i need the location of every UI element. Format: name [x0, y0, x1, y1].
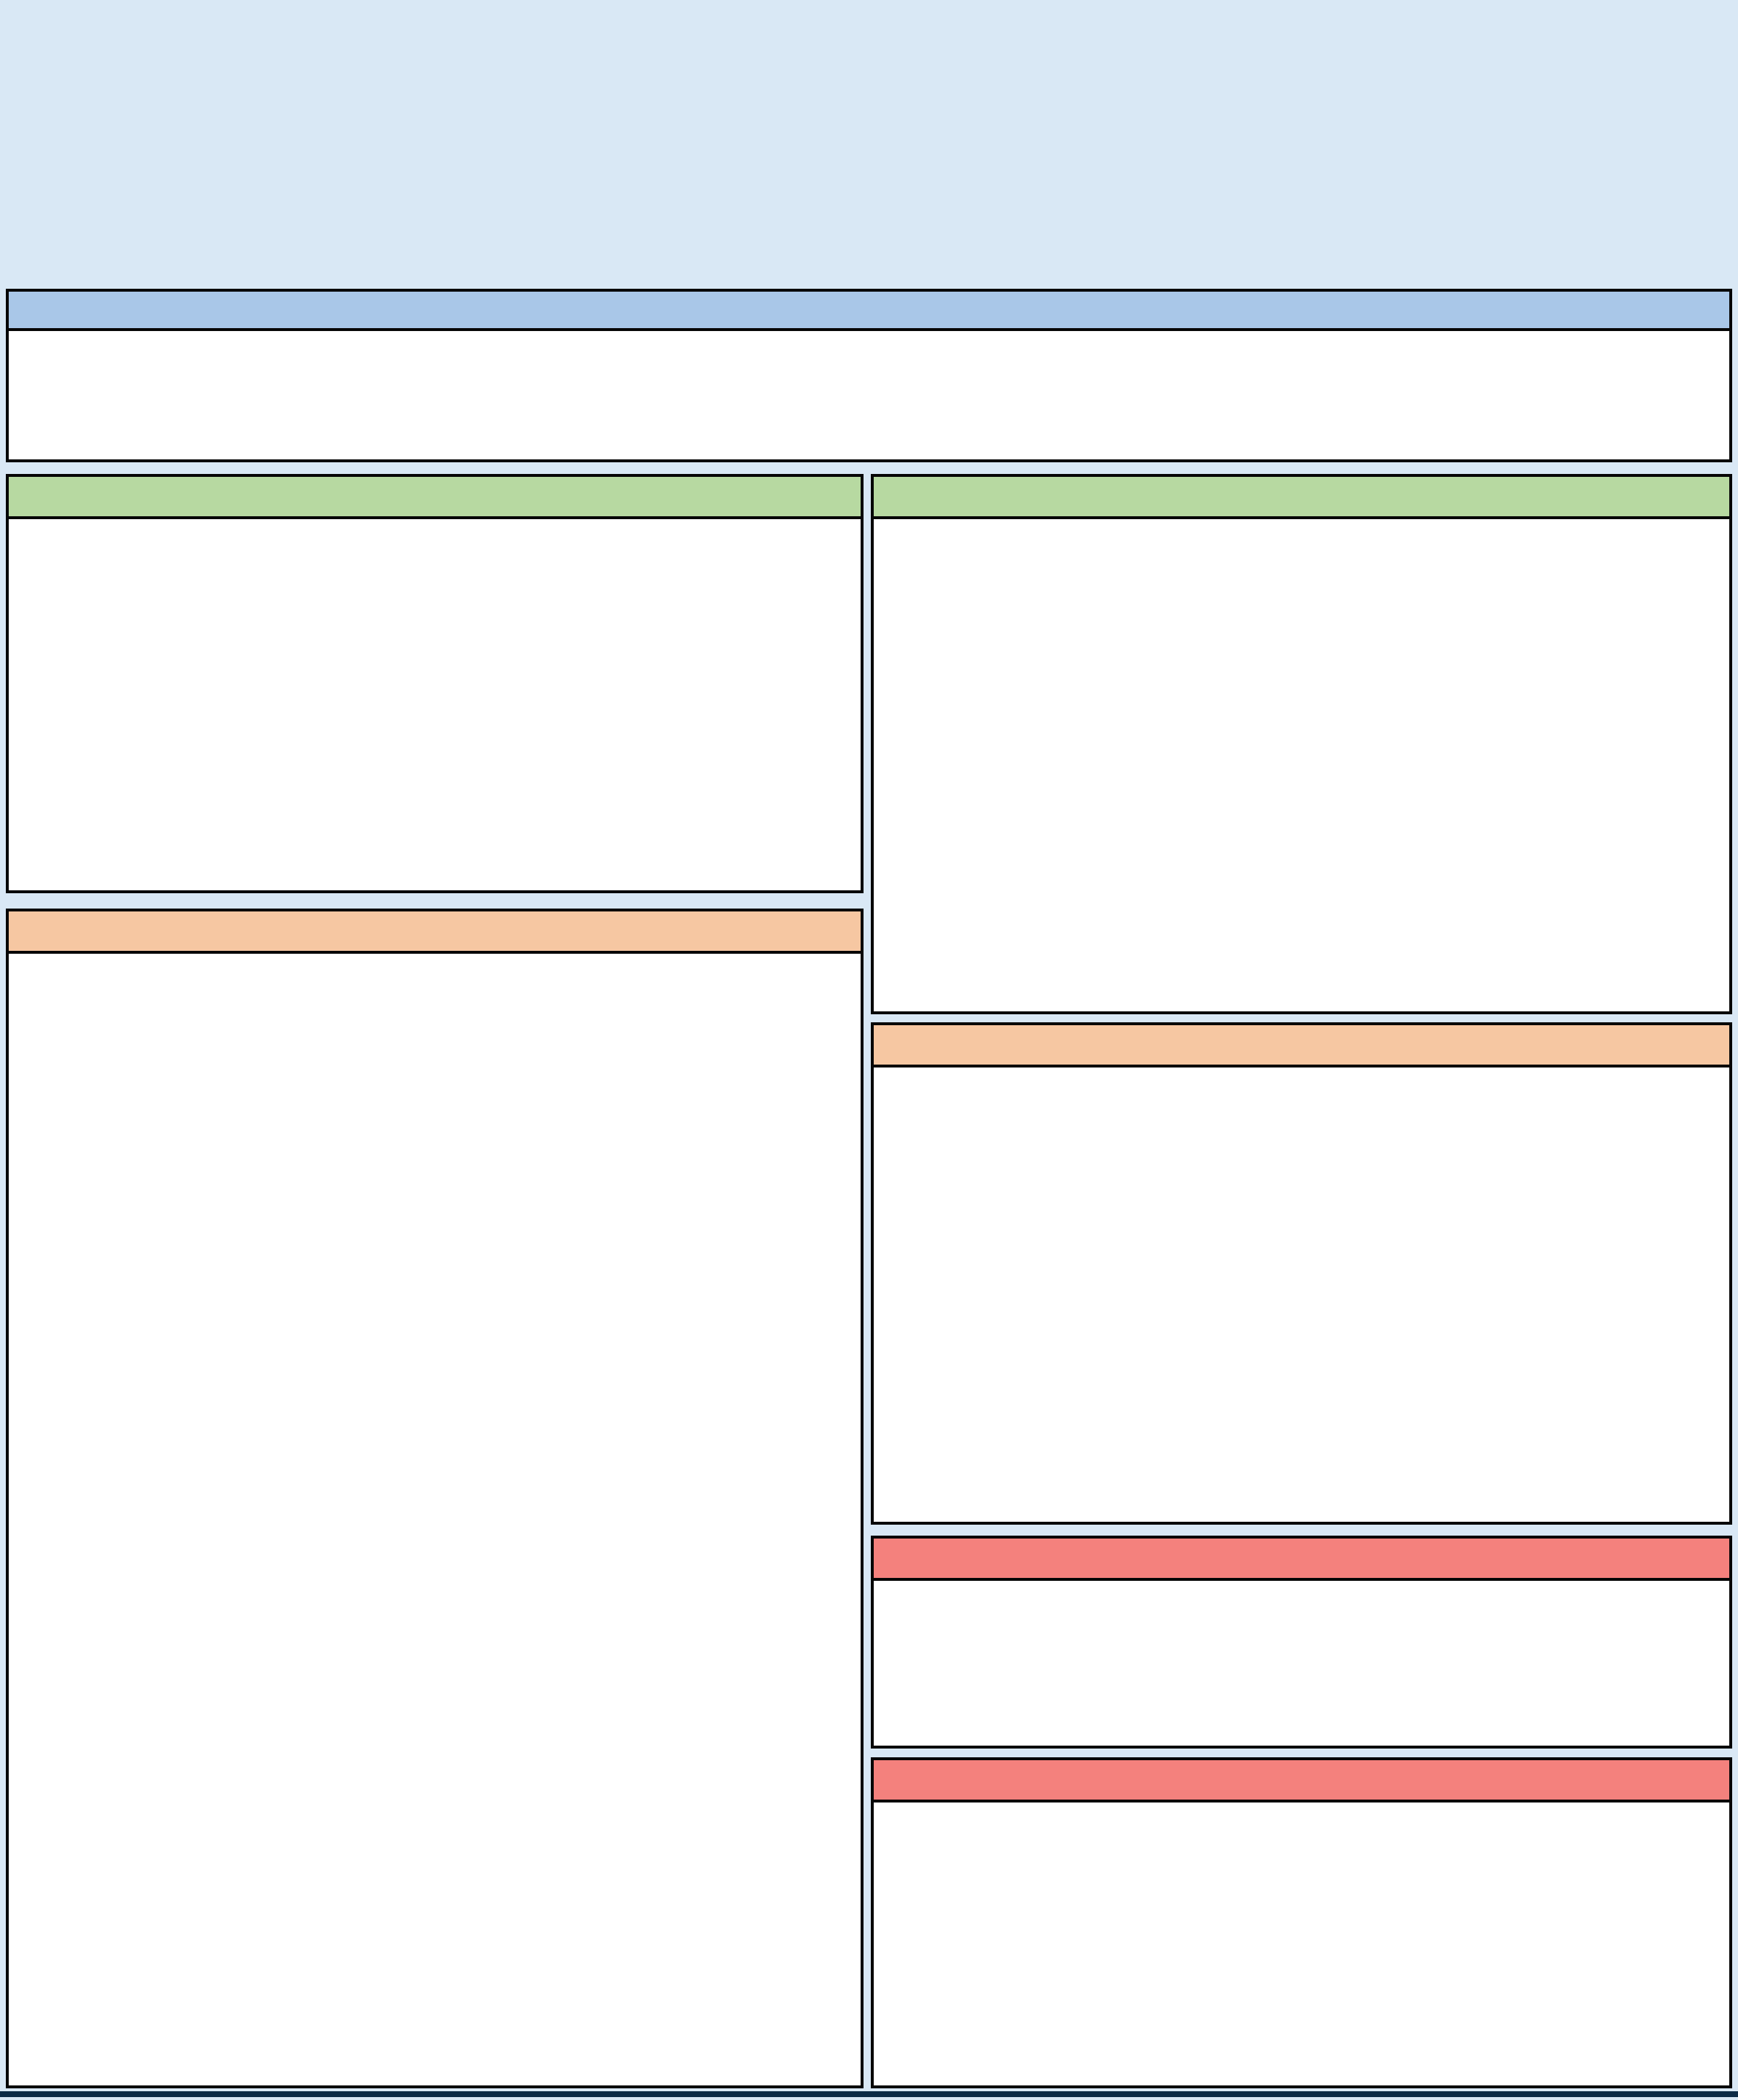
methodology-text [874, 519, 1341, 1003]
phi3-family-chart [18, 1614, 435, 1794]
results-section [6, 909, 864, 2088]
qwen-family-notes [874, 1331, 1729, 1346]
neurips-swirl-icon [10, 3, 89, 89]
more-links-section [871, 1757, 1732, 2088]
llama-family-chart [18, 1797, 435, 1976]
qr-item-code-repo [1190, 1821, 1413, 2050]
qr-item-paper [920, 1821, 1144, 2050]
qwen-family-chart [1294, 1072, 1726, 1326]
bottom-rule [0, 2091, 1738, 2097]
family-chart-grid [18, 1614, 861, 1979]
results-heading [9, 911, 861, 954]
motivation-heading [9, 477, 861, 519]
poster-header [0, 0, 1738, 286]
methodology-body [874, 519, 1729, 1003]
methodology-diagram [1341, 525, 1723, 1003]
results-top-bullets [9, 1511, 861, 1525]
about-algoverse-qr-code [1462, 1821, 1680, 2040]
qr-row [874, 1802, 1729, 2050]
scaling-law-chart [23, 960, 850, 1501]
additional-heading [874, 1025, 1729, 1068]
algoverse-logo-icon [1604, 7, 1704, 80]
more-links-heading [874, 1760, 1729, 1802]
motivation-body [9, 519, 861, 534]
qr-item-about-algoverse [1459, 1821, 1683, 2050]
conclusion-section [871, 1536, 1732, 1749]
gptoss-family-chart [439, 1797, 856, 1976]
paper-qr-code [923, 1821, 1141, 2040]
methodology-section [871, 474, 1732, 1014]
code-repo-qr-code [1192, 1821, 1411, 2040]
qwen-scatter-chart [878, 1072, 1291, 1326]
abstract-section [6, 289, 1732, 462]
results-bottom-bullets [9, 1986, 861, 2001]
additional-charts [878, 1072, 1726, 1326]
methodology-heading [874, 477, 1729, 519]
gemma-family-chart [439, 1614, 856, 1794]
abstract-text [9, 331, 1729, 349]
abstract-heading [9, 292, 1729, 331]
neurips-logo [10, 3, 93, 89]
conclusion-text [874, 1581, 1729, 1604]
conclusion-heading [874, 1539, 1729, 1581]
motivation-section [6, 474, 864, 893]
additional-info-section [871, 1022, 1732, 1525]
